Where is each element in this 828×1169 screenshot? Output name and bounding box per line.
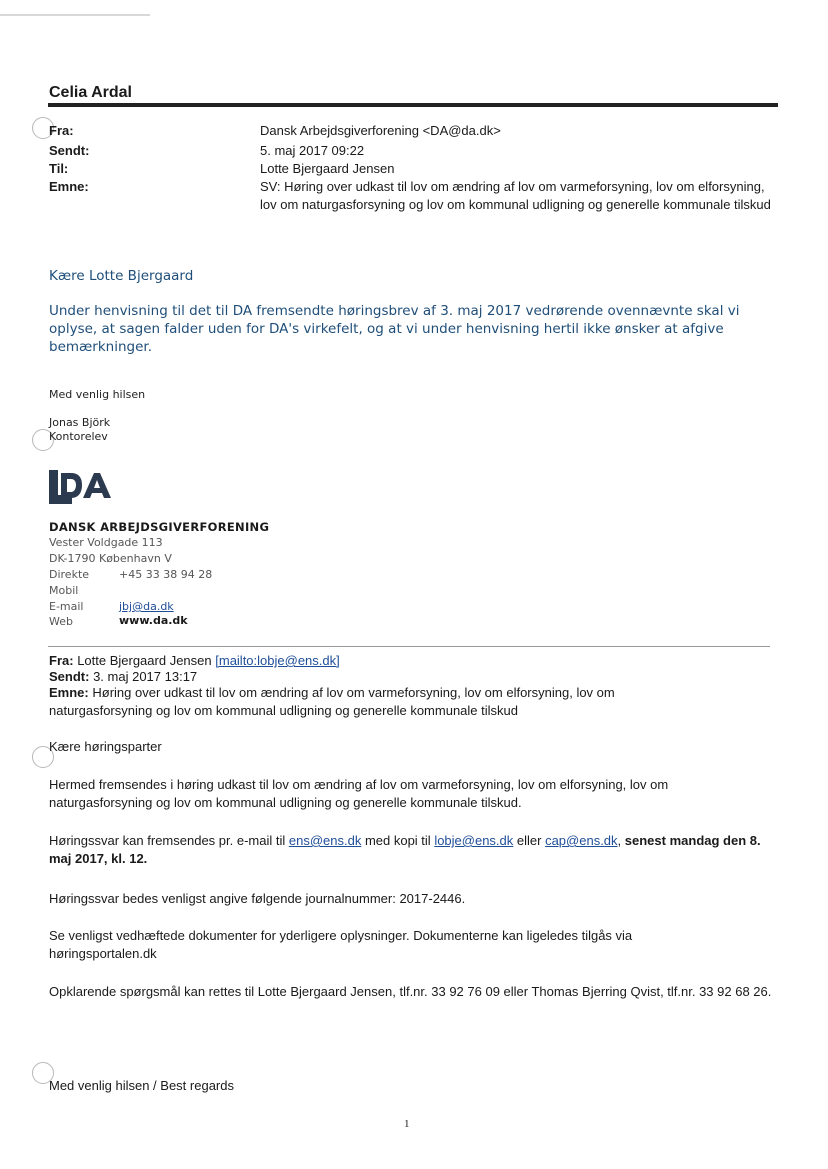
to-value: Lotte Bjergaard Jensen	[260, 161, 395, 176]
reply-greeting: Kære Lotte Bjergaard	[49, 268, 194, 284]
signer-title: Kontorelev	[49, 430, 108, 443]
reply-closing: Med venlig hilsen	[49, 388, 146, 401]
fw-from-name: Lotte Bjergaard Jensen	[77, 653, 212, 668]
page-number: 1	[404, 1118, 410, 1130]
fw-from-label: Fra:	[49, 653, 74, 668]
fw-p2-deadline: senest mandag den 8. maj 2017, kl. 12.	[49, 833, 761, 866]
fw-p2-text-a: Høringssvar kan fremsendes pr. e-mail til	[49, 833, 289, 848]
email-label: E-mail	[49, 600, 84, 613]
fw-paragraph-3: Høringssvar bedes venligst angive følgende journalnummer: 2017-2446.	[49, 891, 466, 906]
direct-phone: +45 33 38 94 28	[119, 568, 213, 581]
fw-p2-text-d: ,	[617, 833, 625, 848]
subject-label: Emne:	[49, 179, 89, 194]
header-divider	[48, 103, 778, 107]
fw-subject-value: Høring over udkast til lov om ændring af lov om varmeforsyning, lov om elforsyning, lov om naturgasforsyning og lov om kommunal udligning og generelle kommunale tilskud	[49, 685, 615, 718]
org-name: DANSK ARBEJDSGIVERFORENING	[49, 520, 270, 534]
ens-email-link[interactable]: ens@ens.dk	[288, 833, 362, 848]
fw-closing: Med venlig hilsen / Best regards	[49, 1078, 234, 1093]
mailbox-owner-name: Celia Ardal	[49, 84, 132, 101]
web-label: Web	[49, 615, 73, 628]
fw-paragraph-2	[49, 832, 784, 868]
sent-label: Sendt:	[49, 143, 90, 158]
da-logo-icon	[49, 470, 113, 504]
direct-label: Direkte	[49, 568, 90, 581]
forward-divider	[48, 646, 770, 647]
lobje-email-link[interactable]: lobje@ens.dk	[434, 833, 514, 848]
reply-body: Under henvisning til det til DA fremsendte høringsbrev af 3. maj 2017 vedrørende ovennævnte skal vi oplyse, at sagen falder uden for DA's virkefelt, og at vi under henvisning hertil ikke ønsker at afgive bemærkninger.	[49, 303, 740, 355]
fw-subject-row	[49, 684, 689, 720]
cap-email-link[interactable]: cap@ens.dk	[545, 833, 618, 848]
web-link[interactable]: www.da.dk	[119, 614, 188, 627]
from-label: Fra:	[49, 123, 74, 138]
fw-from-mailto-link[interactable]: [mailto:lobje@ens.dk]	[215, 653, 340, 668]
subject-value: SV: Høring over udkast til lov om ændring af lov om varmeforsyning, lov om elforsyning, lov om naturgasforsyning og lov om kommunal udligning og generelle kommunale tilskud	[260, 179, 771, 212]
fw-sent-label: Sendt:	[49, 669, 90, 684]
scan-top-mark	[0, 14, 150, 16]
to-label: Til:	[49, 161, 69, 176]
fw-paragraph-4: Se venligst vedhæftede dokumenter for yderligere oplysninger. Dokumenterne kan ligeledes tilgås via høringsportalen.dk	[49, 928, 633, 961]
fw-subject-label: Emne:	[49, 685, 89, 700]
sent-value: 5. maj 2017 09:22	[260, 143, 365, 158]
signer-name: Jonas Björk	[49, 416, 111, 429]
fw-p2-text-b: med kopi til	[361, 833, 435, 848]
fw-p2-text-c: eller	[513, 833, 546, 848]
fw-greeting: Kære høringsparter	[49, 739, 162, 754]
fw-sent-value: 3. maj 2017 13:17	[93, 669, 198, 684]
address-line-1: Vester Voldgade 113	[49, 536, 163, 549]
mobile-label: Mobil	[49, 584, 79, 597]
address-line-2: DK-1790 København V	[49, 552, 172, 565]
email-link[interactable]: jbj@da.dk	[119, 600, 174, 613]
from-value: Dansk Arbejdsgiverforening <DA@da.dk>	[260, 123, 501, 138]
fw-paragraph-5: Opklarende spørgsmål kan rettes til Lotte Bjergaard Jensen, tlf.nr. 33 92 76 09 eller Thomas Bjerring Qvist, tlf.nr. 33 92 68 26.	[49, 984, 772, 999]
fw-paragraph-1: Hermed fremsendes i høring udkast til lov om ændring af lov om varmeforsyning, lov om elforsyning, lov om naturgasforsyning og lov om kommunal udligning og generelle kommunale tilskud.	[49, 777, 669, 810]
